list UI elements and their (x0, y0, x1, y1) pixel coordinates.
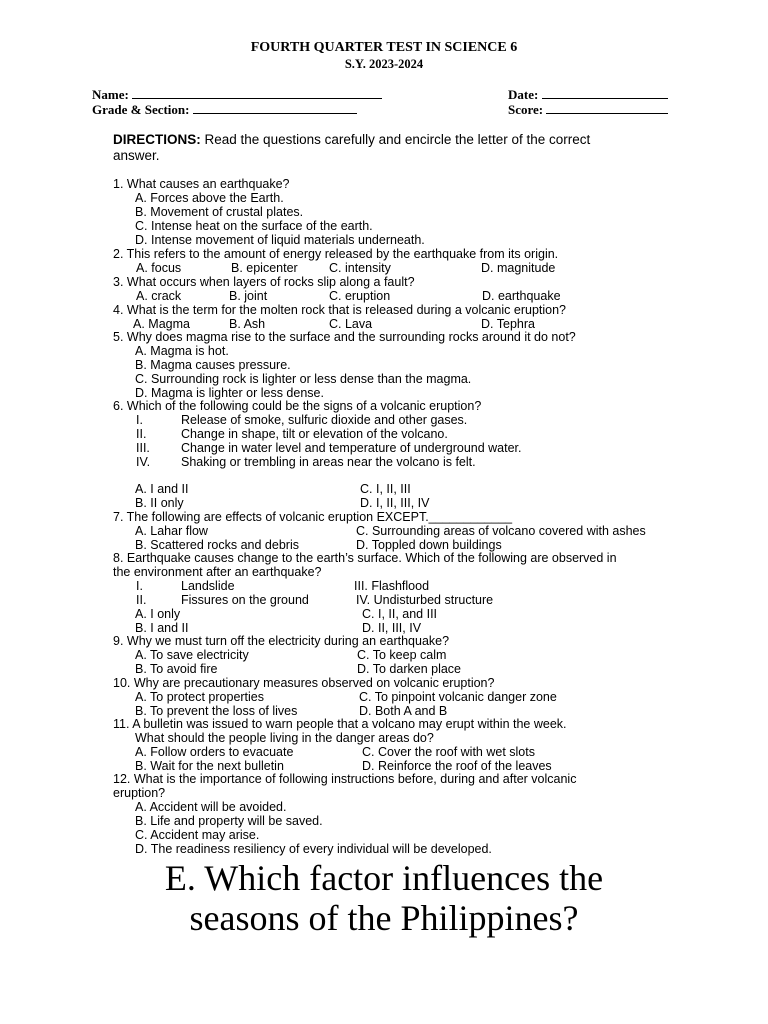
grade-section-label: Grade & Section: (92, 102, 190, 117)
q8-choice-d[interactable]: D. II, III, IV (362, 621, 422, 635)
q8-roman-1: I. (136, 579, 143, 593)
q2-choice-a[interactable]: A. focus (136, 261, 182, 275)
name-blank[interactable] (132, 87, 382, 99)
grade-section-field (92, 102, 357, 118)
q6-stem: 6. Which of the following could be the signs of a volcanic eruption? (113, 399, 482, 413)
q1-choice-b[interactable]: B. Movement of crustal plates. (135, 205, 304, 219)
test-title: FOURTH QUARTER TEST IN SCIENCE 6 (250, 40, 518, 55)
q4-choice-c[interactable]: C. Lava (329, 317, 373, 331)
date-label: Date: (508, 87, 539, 102)
q11-choice-c[interactable]: C. Cover the roof with wet slots (362, 745, 535, 759)
q11-stem-cont: What should the people living in the danger areas do? (135, 731, 434, 745)
directions-text: Read the questions carefully and encircle the letter of the correct (204, 132, 591, 147)
q3-choice-d[interactable]: D. earthquake (482, 289, 561, 303)
name-label: Name: (92, 87, 129, 102)
q9-choice-c[interactable]: C. To keep calm (357, 648, 447, 662)
directions-text-cont: answer. (113, 148, 160, 163)
q8-choice-c[interactable]: C. I, II, and III (362, 607, 438, 621)
q12-choice-d[interactable]: D. The readiness resiliency of every individual will be developed. (135, 842, 492, 856)
q6-roman-3: III. (136, 441, 150, 455)
q4-choice-b[interactable]: B. Ash (229, 317, 266, 331)
q9-stem: 9. Why we must turn off the electricity during an earthquake? (113, 634, 450, 648)
q5-stem: 5. Why does magma rise to the surface and the surrounding rocks around it do not? (113, 330, 576, 344)
q10-choice-a[interactable]: A. To protect properties (135, 690, 265, 704)
q1-choice-a[interactable]: A. Forces above the Earth. (135, 191, 284, 205)
q7-stem: 7. The following are effects of volcanic eruption EXCEPT.____________ (113, 510, 513, 524)
q4-choice-a[interactable]: A. Magma (133, 317, 190, 331)
q12-stem: 12. What is the importance of following instructions before, during and after volcanic (113, 772, 577, 786)
q10-stem: 10. Why are precautionary measures observed on volcanic eruption? (113, 676, 495, 690)
score-blank[interactable] (546, 102, 668, 114)
q8-choice-a[interactable]: A. I only (135, 607, 181, 621)
q2-stem: 2. This refers to the amount of energy released by the earthquake from its origin. (113, 247, 559, 261)
q10-choice-c[interactable]: C. To pinpoint volcanic danger zone (359, 690, 557, 704)
caption-line-1: E. Which factor influences the (164, 858, 604, 898)
q8-statement-3: III. Flashflood (354, 579, 430, 593)
q9-choice-a[interactable]: A. To save electricity (135, 648, 249, 662)
q2-choice-c[interactable]: C. intensity (329, 261, 391, 275)
q8-choice-b[interactable]: B. I and II (135, 621, 189, 635)
score-field (508, 102, 668, 118)
q8-statement-4: IV. Undisturbed structure (356, 593, 494, 607)
q6-choice-b[interactable]: B. II only (135, 496, 184, 510)
q6-roman-2: II. (136, 427, 147, 441)
q6-choice-d[interactable]: D. I, II, III, IV (360, 496, 430, 510)
q4-stem: 4. What is the term for the molten rock that is released during a volcanic eruption? (113, 303, 567, 317)
directions-label: DIRECTIONS: (113, 132, 201, 147)
q7-choice-c[interactable]: C. Surrounding areas of volcano covered with ashes (356, 524, 646, 538)
q7-choice-a[interactable]: A. Lahar flow (135, 524, 208, 538)
q5-choice-a[interactable]: A. Magma is hot. (135, 344, 229, 358)
q6-statement-3: Change in water level and temperature of underground water. (181, 441, 522, 455)
q7-choice-d[interactable]: D. Toppled down buildings (356, 538, 502, 552)
q3-choice-a[interactable]: A. crack (136, 289, 182, 303)
q11-choice-d[interactable]: D. Reinforce the roof of the leaves (362, 759, 552, 773)
q8-stem-cont: the environment after an earthquake? (113, 565, 322, 579)
q5-choice-c[interactable]: C. Surrounding rock is lighter or less dense than the magma. (135, 372, 472, 386)
q2-choice-b[interactable]: B. epicenter (231, 261, 298, 275)
q1-choice-d[interactable]: D. Intense movement of liquid materials underneath. (135, 233, 425, 247)
q11-choice-b[interactable]: B. Wait for the next bulletin (135, 759, 284, 773)
q6-statement-2: Change in shape, tilt or elevation of the volcano. (181, 427, 448, 441)
q2-choice-d[interactable]: D. magnitude (481, 261, 556, 275)
q6-choice-a[interactable]: A. I and II (135, 482, 189, 496)
date-field (508, 87, 668, 103)
q10-choice-d[interactable]: D. Both A and B (359, 704, 448, 718)
q3-stem: 3. What occurs when layers of rocks slip along a fault? (113, 275, 415, 289)
q4-choice-d[interactable]: D. Tephra (481, 317, 535, 331)
q5-choice-b[interactable]: B. Magma causes pressure. (135, 358, 291, 372)
q12-choice-a[interactable]: A. Accident will be avoided. (135, 800, 287, 814)
q8-statement-2: Fissures on the ground (181, 593, 309, 607)
q6-roman-1: I. (136, 413, 143, 427)
q9-choice-b[interactable]: B. To avoid fire (135, 662, 218, 676)
q6-choice-c[interactable]: C. I, II, III (360, 482, 411, 496)
q6-roman-4: IV. (136, 455, 151, 469)
q8-roman-2: II. (136, 593, 147, 607)
q1-stem: 1. What causes an earthquake? (113, 177, 290, 191)
q12-choice-c[interactable]: C. Accident may arise. (135, 828, 260, 842)
q9-choice-d[interactable]: D. To darken place (357, 662, 461, 676)
score-label: Score: (508, 102, 544, 117)
q3-choice-b[interactable]: B. joint (229, 289, 268, 303)
q1-choice-c[interactable]: C. Intense heat on the surface of the earth. (135, 219, 373, 233)
q5-choice-d[interactable]: D. Magma is lighter or less dense. (135, 386, 324, 400)
school-year: S.Y. 2023-2024 (344, 57, 424, 71)
q3-choice-c[interactable]: C. eruption (329, 289, 391, 303)
caption-line-2: seasons of the Philippines? (189, 898, 579, 938)
grade-section-blank[interactable] (193, 102, 357, 114)
q8-statement-1: Landslide (181, 579, 235, 593)
q11-choice-a[interactable]: A. Follow orders to evacuate (135, 745, 294, 759)
q8-stem: 8. Earthquake causes change to the earth’s surface. Which of the following are observed in (113, 551, 617, 565)
q10-choice-b[interactable]: B. To prevent the loss of lives (135, 704, 298, 718)
q6-statement-4: Shaking or trembling in areas near the volcano is felt. (181, 455, 476, 469)
q11-stem: 11. A bulletin was issued to warn people that a volcano may erupt within the week. (113, 717, 567, 731)
q12-choice-b[interactable]: B. Life and property will be saved. (135, 814, 323, 828)
q12-stem-cont: eruption? (113, 786, 166, 800)
q6-statement-1: Release of smoke, sulfuric dioxide and other gases. (181, 413, 468, 427)
date-blank[interactable] (542, 87, 668, 99)
name-field (92, 87, 382, 103)
directions (113, 132, 590, 148)
q7-choice-b[interactable]: B. Scattered rocks and debris (135, 538, 299, 552)
